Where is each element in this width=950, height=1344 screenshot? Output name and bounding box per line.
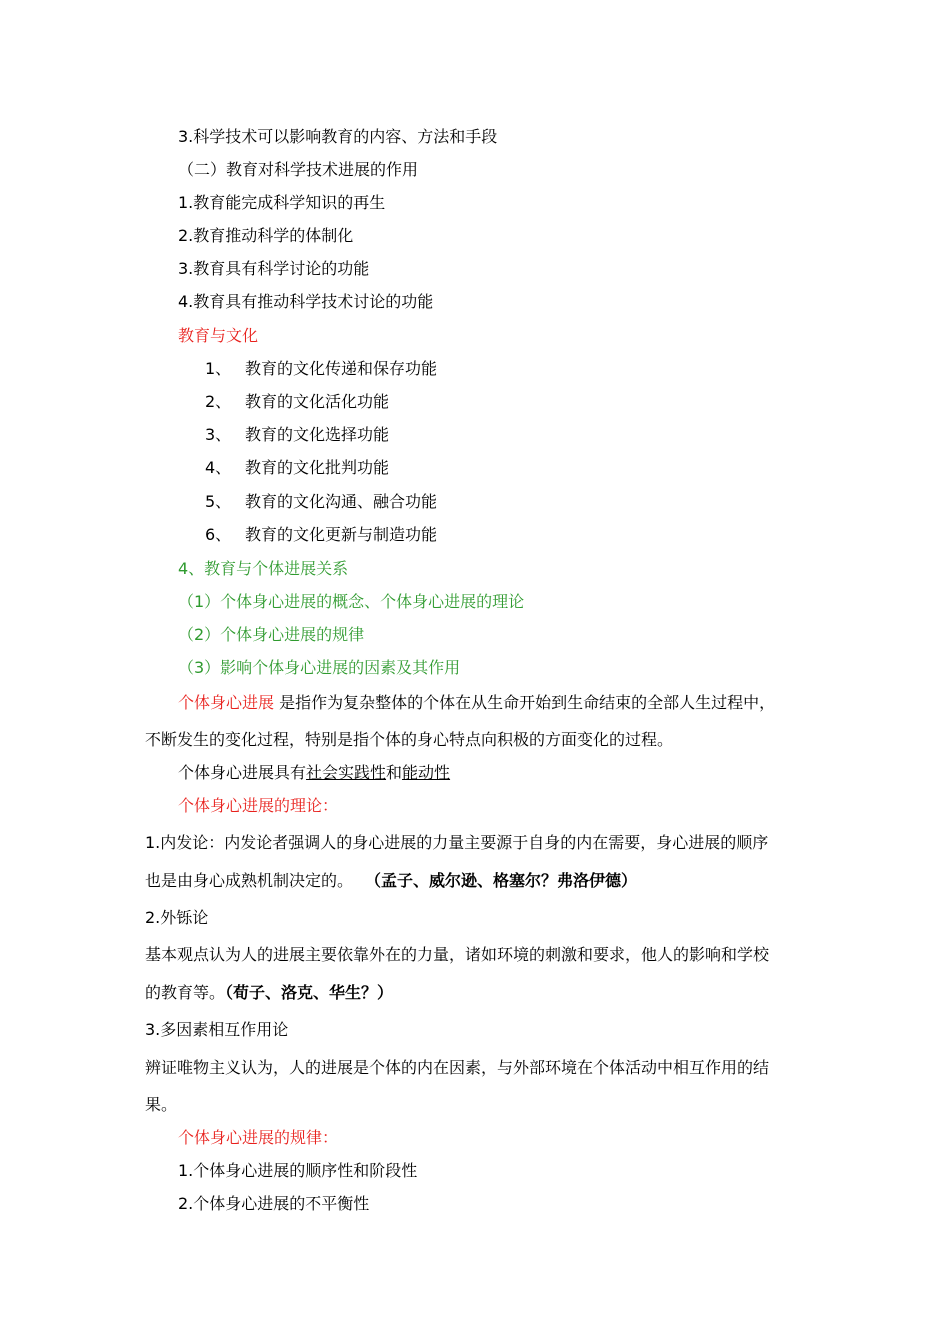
feature-agency: 能动性 xyxy=(402,763,451,782)
features-prefix: 个体身心进展具有 xyxy=(178,763,307,782)
features-line xyxy=(178,763,450,783)
culture-heading: 教育与文化 xyxy=(178,326,259,345)
list-number: 1、 xyxy=(205,359,232,378)
text-line: 基本观点认为人的进展主要依靠外在的力量，诸如环境的刺激和要求，他人的影响和学校 xyxy=(145,945,770,964)
list-number: 2、 xyxy=(205,392,232,411)
list-item xyxy=(205,458,389,478)
text-line: 辨证唯物主义认为，人的进展是个体的内在因素，与外部环境在个体活动中相互作用的结 xyxy=(145,1058,770,1077)
definition-line: 不断发生的变化过程，特别是指个体的身心特点向积极的方面变化的过程。 xyxy=(145,730,674,749)
section-heading: （二）教育对科学技术进展的作用 xyxy=(178,160,419,179)
names-list: （孟子、威尔逊、格塞尔？弗洛伊德） xyxy=(373,871,638,890)
subheading: （2）个体身心进展的规律 xyxy=(178,625,365,644)
text-span: 也是由身心成熟机制决定的。 xyxy=(145,871,354,890)
list-number: 6、 xyxy=(205,525,232,544)
definition-term: 个体身心进展 xyxy=(178,693,275,712)
list-item xyxy=(205,525,437,545)
text-line: 1.教育能完成科学知识的再生 xyxy=(178,193,386,212)
list-item xyxy=(205,492,437,512)
text-line: 3.科学技术可以影响教育的内容、方法和手段 xyxy=(178,127,498,146)
individual-heading: 4、教育与个体进展关系 xyxy=(178,559,349,578)
list-number: 4、 xyxy=(205,458,232,477)
laws-heading: 个体身心进展的规律： xyxy=(178,1128,339,1147)
list-item xyxy=(205,359,437,379)
text-span: 的教育等。 xyxy=(145,983,226,1002)
text-line: 2.个体身心进展的不平衡性 xyxy=(178,1194,370,1213)
list-text: 教育的文化传递和保存功能 xyxy=(245,359,438,378)
text-line: 4.教育具有推动科学技术讨论的功能 xyxy=(178,292,434,311)
list-text: 教育的文化选择功能 xyxy=(245,425,390,444)
theory-title: 3.多因素相互作用论 xyxy=(145,1020,289,1039)
features-conjunction: 和 xyxy=(386,763,403,782)
list-item xyxy=(205,425,389,445)
text-line: 1.个体身心进展的顺序性和阶段性 xyxy=(178,1161,418,1180)
list-number: 3、 xyxy=(205,425,232,444)
subheading: （1）个体身心进展的概念、个体身心进展的理论 xyxy=(178,592,525,611)
definition-text: 是指作为复杂整体的个体在从生命开始到生命结束的全部人生过程中， xyxy=(274,693,776,712)
text-line: 果。 xyxy=(145,1095,178,1114)
text-line xyxy=(145,871,637,891)
list-text: 教育的文化更新与制造功能 xyxy=(245,525,438,544)
feature-social-practice: 社会实践性 xyxy=(306,763,387,782)
subheading: （3）影响个体身心进展的因素及其作用 xyxy=(178,658,461,677)
text-line: 2.教育推动科学的体制化 xyxy=(178,226,354,245)
names-list: （荀子、洛克、华生？） xyxy=(225,983,394,1002)
definition-line xyxy=(178,693,775,713)
theory-title: 2.外铄论 xyxy=(145,908,209,927)
list-text: 教育的文化活化功能 xyxy=(245,392,390,411)
list-item xyxy=(205,392,389,412)
text-line: 1.内发论：内发论者强调人的身心进展的力量主要源于自身的内在需要，身心进展的顺序 xyxy=(145,833,769,852)
theory-heading: 个体身心进展的理论： xyxy=(178,796,339,815)
list-text: 教育的文化沟通、融合功能 xyxy=(245,492,438,511)
list-text: 教育的文化批判功能 xyxy=(245,458,390,477)
text-line: 3.教育具有科学讨论的功能 xyxy=(178,259,370,278)
text-line xyxy=(145,983,393,1003)
list-number: 5、 xyxy=(205,492,232,511)
